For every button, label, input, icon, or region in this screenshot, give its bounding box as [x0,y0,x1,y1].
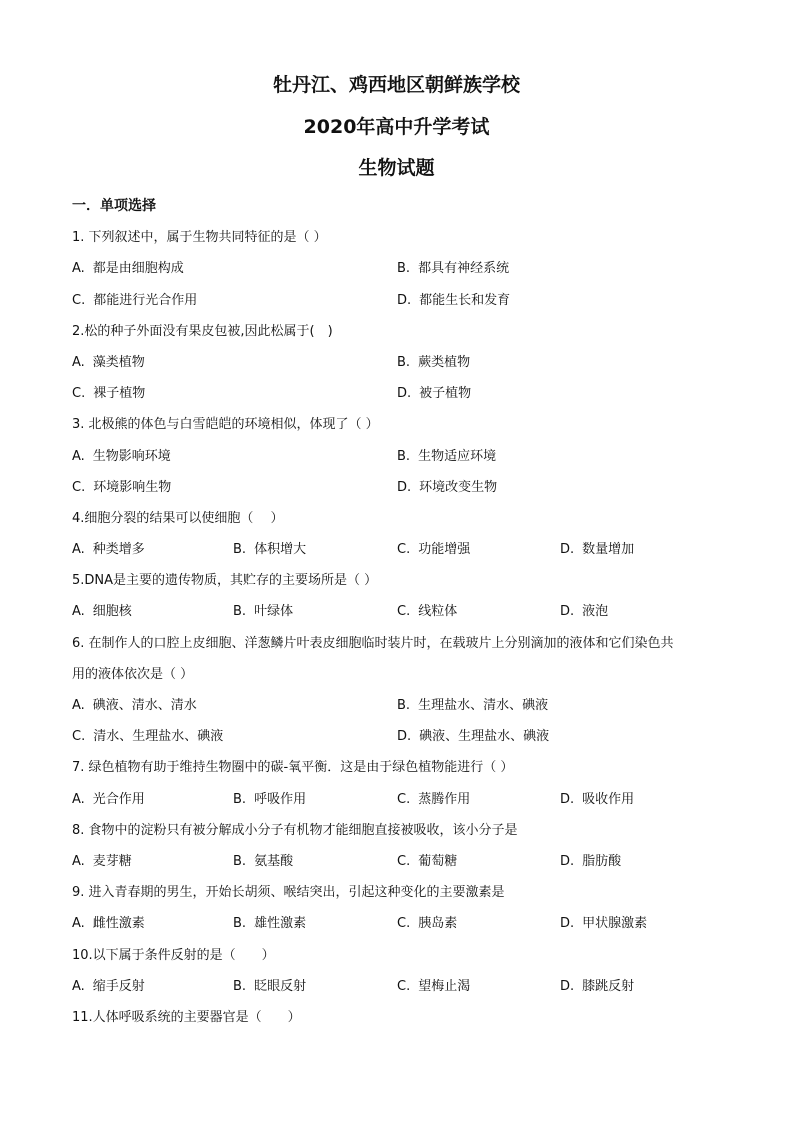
option-text: 功能增强 [418,542,471,558]
question-2 [72,316,732,410]
options-row [72,846,732,877]
option-text: 都能生长和发育 [419,292,511,308]
question-7 [72,752,732,814]
option-text: 胰岛素 [418,916,458,932]
option-text: 雌性激素 [92,916,145,932]
option-label: C. [72,292,86,308]
option-text: 生理盐水、清水、碘液 [418,698,549,713]
option-label: A. [72,542,85,558]
option-label: B. [397,354,411,370]
option-d[interactable] [397,472,497,503]
option-text: 望梅止渴 [418,978,471,994]
options-row [72,472,732,503]
option-label: C. [397,978,411,994]
options-row [72,784,732,815]
option-a[interactable] [72,908,145,939]
option-label: A. [72,261,85,277]
option-text: 吸收作用 [582,791,635,807]
option-text: 呼吸作用 [254,791,307,807]
option-a[interactable] [72,534,145,565]
options-row [72,690,732,721]
option-c[interactable] [397,596,457,627]
option-label: D. [560,791,575,807]
options-row [72,908,732,939]
option-text: 缩手反射 [92,978,145,994]
options-row [72,347,732,378]
question-10 [72,940,732,1002]
option-label: C. [72,729,86,745]
option-label: A. [72,604,85,620]
question-stem: 3. 北极熊的体色与白雪皑皑的环境相似，体现了（ ） [72,417,379,433]
option-text: 雄性激素 [254,916,307,932]
option-b[interactable] [233,534,306,565]
option-label: A. [72,448,85,464]
question-stem: 10.以下属于条件反射的是（ ） [72,947,275,963]
option-label: B. [233,604,247,620]
option-b[interactable] [233,596,293,627]
question-stem: 5.DNA是主要的遗传物质，其贮存的主要场所是（ ） [72,573,378,589]
option-c[interactable] [397,971,470,1002]
option-d[interactable] [560,534,634,565]
options-row [72,285,732,316]
option-text: 生物适应环境 [418,448,497,464]
option-text: 蒸腾作用 [418,791,471,807]
option-label: B. [397,448,411,464]
option-c[interactable] [397,908,457,939]
question-stem: 4.细胞分裂的结果可以使细胞（ ） [72,510,284,526]
option-b[interactable] [397,253,509,284]
options-row [72,534,732,565]
option-label: A. [72,916,85,932]
option-b[interactable] [397,441,496,472]
option-label: B. [233,791,247,807]
question-5 [72,565,732,627]
option-text: 数量增加 [582,542,635,558]
section-heading: 一．单项选择 [72,198,156,214]
option-label: B. [233,853,247,869]
option-label: D. [560,916,575,932]
options-row [72,378,732,409]
option-label: A. [72,354,85,370]
option-text: 都具有神经系统 [418,261,510,277]
option-text: 藻类植物 [92,354,145,370]
option-text: 碘液、生理盐水、碘液 [419,729,550,745]
options-row [72,596,732,627]
option-text: 环境影响生物 [93,479,172,495]
exam-content [72,191,732,1033]
option-a[interactable] [72,971,145,1002]
option-text: 细胞核 [92,604,132,620]
option-a[interactable] [72,846,132,877]
option-text: 膝跳反射 [582,978,635,994]
question-stem: 9. 进入青春期的男生，开始长胡须、喉结突出，引起这种变化的主要激素是 [72,885,505,901]
option-text: 叶绿体 [254,604,294,620]
option-a[interactable] [72,784,145,815]
option-c[interactable] [72,721,223,752]
options-row [72,721,732,752]
option-c[interactable] [72,285,197,316]
option-label: C. [397,604,411,620]
exam-title-subject: 生物试题 [358,157,435,179]
question-11 [72,1002,732,1033]
option-b[interactable] [397,690,548,721]
question-4 [72,503,732,565]
option-d[interactable] [560,846,621,877]
option-label: D. [560,542,575,558]
option-label: D. [560,978,575,994]
option-label: C. [397,916,411,932]
question-stem: 8. 食物中的淀粉只有被分解成小分子有机物才能细胞直接被吸收，该小分子是 [72,822,518,838]
option-label: D. [397,292,412,308]
option-a[interactable] [72,596,132,627]
option-text: 生物影响环境 [92,448,171,464]
option-text: 脂肪酸 [582,853,622,869]
option-d[interactable] [560,908,647,939]
option-text: 葡萄糖 [418,853,458,869]
exam-title-year: 2020年高中升学考试 [303,116,490,138]
options-row [72,971,732,1002]
option-text: 裸子植物 [93,386,146,402]
question-stem: 11.人体呼吸系统的主要器官是（ ） [72,1009,301,1025]
option-d[interactable] [560,971,634,1002]
option-c[interactable] [397,784,470,815]
question-1 [72,222,732,316]
option-label: B. [233,542,247,558]
option-d[interactable] [397,721,549,752]
option-text: 液泡 [582,604,609,620]
option-c[interactable] [397,846,457,877]
option-text: 蕨类植物 [418,354,471,370]
question-3 [72,409,732,503]
option-label: D. [560,604,575,620]
option-text: 环境改变生物 [419,479,498,495]
option-label: A. [72,791,85,807]
options-row [72,253,732,284]
question-8 [72,815,732,877]
question-9 [72,877,732,939]
option-label: B. [397,698,411,713]
option-text: 都是由细胞构成 [92,261,184,277]
option-text: 都能进行光合作用 [93,292,198,308]
option-text: 光合作用 [92,791,145,807]
option-label: C. [72,479,86,495]
option-a[interactable] [72,441,171,472]
option-text: 体积增大 [254,542,307,558]
option-d[interactable] [397,285,510,316]
option-label: D. [397,479,412,495]
option-label: C. [72,386,86,402]
option-b[interactable] [233,971,306,1002]
option-label: D. [397,729,412,745]
question-stem: 2.松的种子外面没有果皮包被,因此松属于( ) [72,323,333,339]
option-text: 眨眼反射 [254,978,307,994]
option-d[interactable] [560,596,608,627]
option-label: A. [72,978,85,994]
option-a[interactable] [72,690,197,721]
option-b[interactable] [233,846,293,877]
option-text: 麦芽糖 [92,853,132,869]
option-text: 甲状腺激素 [582,916,648,932]
question-stem: 6. 在制作人的口腔上皮细胞、洋葱鳞片叶表皮细胞临时装片时，在载玻片上分别滴加的液体和它们染色共 [72,635,674,651]
option-a[interactable] [72,253,184,284]
options-row [72,441,732,472]
option-label: D. [397,386,412,402]
option-c[interactable] [72,378,145,409]
option-text: 氨基酸 [254,853,294,869]
option-label: C. [397,791,411,807]
option-text: 碘液、清水、清水 [92,698,197,713]
option-text: 种类增多 [92,542,145,558]
option-b[interactable] [397,347,470,378]
option-text: 清水、生理盐水、碘液 [93,729,224,745]
option-a[interactable] [72,347,145,378]
option-label: C. [397,853,411,869]
option-text: 线粒体 [418,604,458,620]
question-stem: 7. 绿色植物有助于维持生物圈中的碳-氧平衡．这是由于绿色植物能进行（ ） [72,760,514,776]
question-stem: 用的液体依次是（ ） [72,666,194,682]
question-stem: 1. 下列叙述中，属于生物共同特征的是（ ） [72,230,327,246]
option-c[interactable] [72,472,171,503]
option-label: B. [233,978,247,994]
option-label: A. [72,853,85,869]
option-b[interactable] [233,908,306,939]
option-b[interactable] [233,784,306,815]
option-label: C. [397,542,411,558]
option-d[interactable] [397,378,471,409]
option-text: 被子植物 [419,386,472,402]
option-d[interactable] [560,784,634,815]
option-c[interactable] [397,534,470,565]
question-6 [72,628,732,753]
option-label: B. [233,916,247,932]
option-label: D. [560,853,575,869]
option-label: B. [397,261,411,277]
exam-title-school: 牡丹江、鸡西地区朝鲜族学校 [272,74,520,96]
option-label: A. [72,698,85,713]
